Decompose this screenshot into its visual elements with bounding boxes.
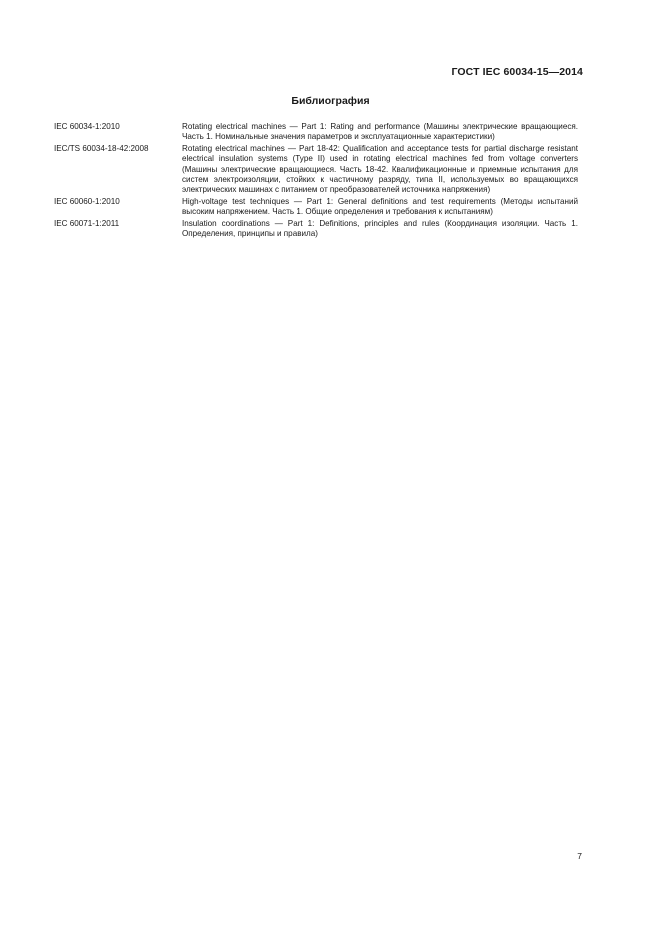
document-code: ГОСТ IEC 60034-15—2014 xyxy=(451,66,583,78)
bibliography-entry xyxy=(54,122,578,143)
section-title: Библиография xyxy=(291,95,370,107)
entry-reference: IEC/TS 60034-18-42:2008 xyxy=(54,143,149,153)
entry-description: Insulation coordinations — Part 1: Definitions, principles and rules (Координация изоляции. Часть 1. Определения, принципы и правила) xyxy=(182,218,578,239)
entry-reference: IEC 60060-1:2010 xyxy=(54,196,120,206)
entry-reference: IEC 60071-1:2011 xyxy=(54,218,120,228)
bibliography-entry xyxy=(54,219,578,240)
entry-reference: IEC 60034-1:2010 xyxy=(54,122,120,131)
bibliography-list xyxy=(54,122,578,240)
entry-description: High-voltage test techniques — Part 1: General definitions and test requirements (Методы испытаний высоким напряжением. Часть 1. Общие определения и требования к испытаниям) xyxy=(182,196,578,217)
page-number: 7 xyxy=(577,851,582,861)
bibliography-entry xyxy=(54,144,578,196)
entry-description: Rotating electrical machines — Part 1: Rating and performance (Машины электрические вращающиеся. Часть 1. Номинальные значения параметров и эксплуатационные характеристики) xyxy=(182,122,578,142)
entry-description: Rotating electrical machines — Part 18-42: Qualification and acceptance tests for partial discharge resistant electrical insulation systems (Type II) used in rotating electrical machines fed from voltage converters (Машины электрические вращающиеся. Часть 18-42. Квалификационные и приемные испытания для систем электроизоляции, стойких к частичному разряду, типа II, используемых во вращающихся электрических машинах с питанием от преобразователей источника напряжения) xyxy=(182,143,578,195)
bibliography-entry xyxy=(54,197,578,218)
